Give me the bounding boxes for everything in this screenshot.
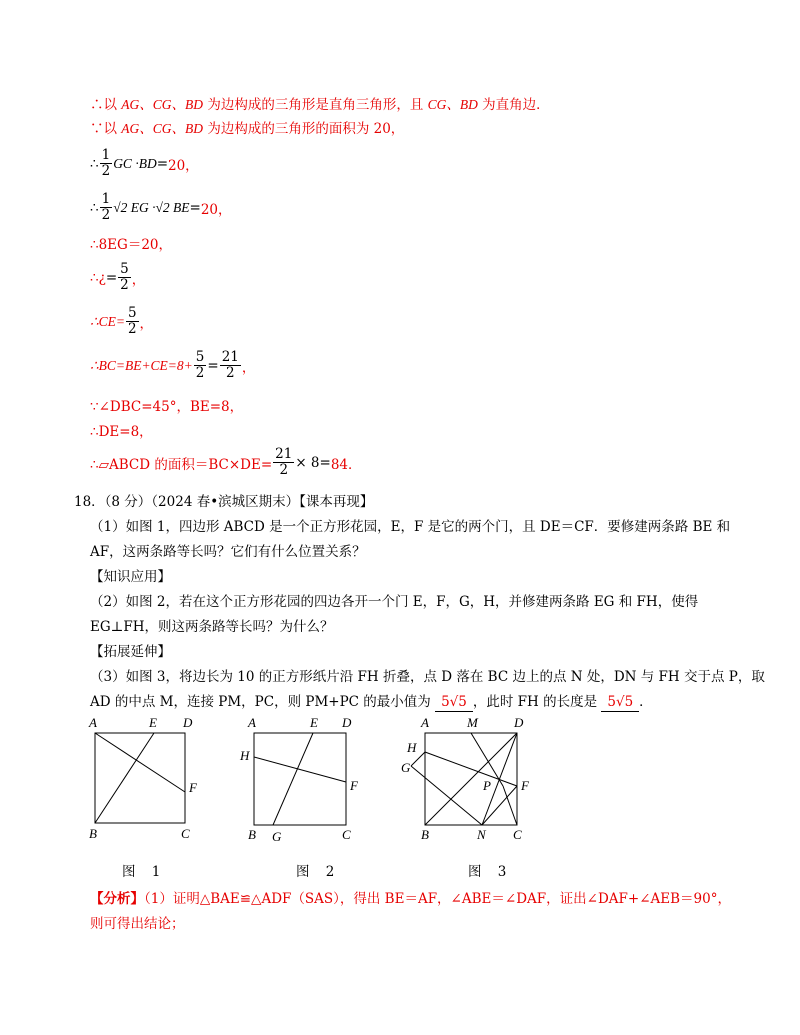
label-m: M [467,715,478,730]
label-g: G [401,760,411,775]
solution-line-10: ∴DE=8， [90,424,153,440]
solution-line-3: ∴ $\frac{1}{2}$ GC ·BD = 20， [90,147,199,179]
square-abcd [95,733,185,823]
label-c: C [513,827,522,842]
label-c: C [181,826,190,841]
fraction: $\frac{1}{2}$ [101,147,111,179]
analysis-tag: 【分析】 [90,891,144,907]
problem-part2-line1: （2）如图 2，若在这个正方形花园的四边各开一个门 E，F，G，H，并修建两条路 EG 和 FH，使得 [90,594,699,610]
segment-bd [425,733,517,825]
fraction: $\frac{5}{2}$ [120,261,129,293]
label-a: A [89,715,97,730]
solution-line-9: ∵∠DBC=45°，BE=8， [90,399,244,415]
label-b: B [421,827,429,842]
segment-gn [411,766,482,825]
problem-part2-line2: EG⊥FH，则这两条路等长吗？为什么？ [90,619,334,635]
figure-1-caption: 图 1 [122,864,167,880]
problem-part3-line2: AD 的中点 M，连接 PM，PC，则 PM+PC 的最小值为 5√5 ，此时 FH 的长度是 5√5 ． [90,694,653,710]
label-n: N [477,827,486,842]
segment-af [95,733,185,792]
label-p: P [483,778,491,793]
figure-3-caption: 图 3 [468,864,513,880]
section-extension: 【拓展延伸】 [90,644,171,660]
label-d: D [514,715,524,730]
label-e: E [149,715,157,730]
figure-2 [238,712,368,847]
label-h: H [240,748,250,763]
solution-line-1: ∴以 AG、CG、BD 为边构成的三角形是直角三角形，且 CG、BD 为直角边． [90,97,550,113]
fraction: $\frac{5}{2}$ [127,305,137,337]
label-c: C [342,827,351,842]
figure-1 [85,712,215,847]
section-knowledge-application: 【知识应用】 [90,569,171,585]
problem-part3-line1: （3）如图 3，将边长为 10 的正方形纸片沿 FH 折叠，点 D 落在 BC 边上的点 N 处，DN 与 FH 交于点 P，取 [90,669,765,685]
analysis-line-1: 【分析】（1）证明△BAE≌△ADF（SAS），得出 BE＝AF，∠ABE＝∠DAF，证出∠DAF+∠AEB＝90°， [90,891,731,907]
answer-blank-2: 5√5 [601,693,639,712]
solution-line-4: ∴ $\frac{1}{2}$ √2 EG ·√2 BE = 20， [90,191,232,223]
solution-line-2: ∵以 AG、CG、BD 为边构成的三角形的面积为 20， [90,121,405,137]
figure-2-caption: 图 2 [296,864,341,880]
fraction: $\frac{21}{2}$ [275,446,293,478]
label-a: A [421,715,429,730]
segment-eg [273,733,313,825]
label-f: F [189,780,197,795]
label-d: D [183,715,193,730]
solution-line-6: ∴¿ = $\frac{5}{2}$ ， [90,261,146,293]
fraction: $\frac{1}{2}$ [101,191,111,223]
solution-line-11: ∴▱ABCD 的面积＝BC×DE= $\frac{21}{2}$ × 8 = 84． [90,446,362,478]
analysis-line-2: 则可得出结论； [90,916,185,932]
label-b: B [89,826,97,841]
solution-line-7: ∴CE= $\frac{5}{2}$ ， [90,305,154,337]
label-g: G [272,829,282,844]
segment-hf [254,757,346,782]
segment-be [95,733,154,823]
label-b: B [248,827,256,842]
figure-3 [395,712,545,847]
solution-line-8: ∴BC=BE+CE=8+ $\frac{5}{2}$ = $\frac{21}{2}$ ， [90,349,256,381]
segment-pc [503,786,517,825]
problem-part1-line1: （1）如图 1，四边形 ABCD 是一个正方形花园，E，F 是它的两个门，且 DE＝CF．要修建两条路 BE 和 [90,519,731,535]
fraction: $\frac{21}{2}$ [221,349,239,381]
label-f: F [521,778,529,793]
solution-line-5: ∴8EG＝20， [90,237,172,253]
problem-part1-line2: AF，这两条路等长吗？它们有什么位置关系？ [90,544,366,560]
fraction: $\frac{5}{2}$ [195,349,205,381]
label-h: H [407,740,417,755]
label-a: A [248,715,256,730]
square-abcd [254,733,346,825]
label-d: D [342,715,352,730]
problem-header: 18．（8 分）（2024 春•滨城区期末）【课本再现】 [74,494,374,510]
answer-blank-1: 5√5 [435,693,473,712]
label-e: E [310,715,318,730]
label-f: F [350,778,358,793]
